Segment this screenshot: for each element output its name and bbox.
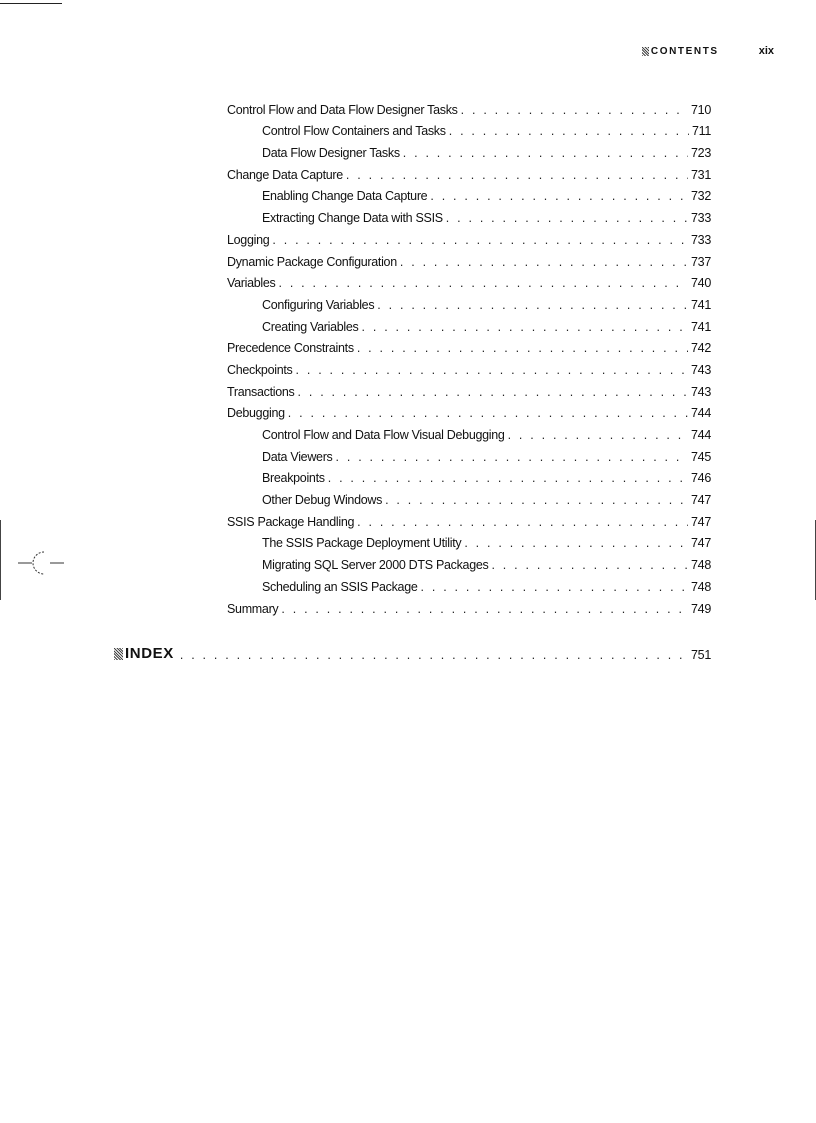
toc-entry-page: 723	[691, 146, 711, 161]
dot-leader	[278, 276, 688, 291]
toc-entry-page: 748	[691, 579, 711, 594]
dot-leader	[464, 536, 688, 551]
dot-leader	[328, 471, 688, 486]
toc-entry[interactable]	[227, 313, 711, 335]
toc-entry-title: Precedence Constraints	[227, 341, 354, 356]
dot-leader	[385, 493, 688, 508]
toc-entry-title: Control Flow Containers and Tasks	[262, 124, 446, 139]
dot-leader	[421, 580, 689, 595]
toc-entry-page: 743	[691, 362, 711, 377]
dot-leader	[336, 450, 689, 465]
toc-entry[interactable]	[227, 378, 711, 400]
toc-entry-page: 744	[691, 428, 711, 442]
toc-entry-title: Scheduling an SSIS Package	[262, 579, 418, 594]
dot-leader	[400, 255, 688, 270]
toc-entry[interactable]	[227, 118, 711, 140]
toc-entry[interactable]	[227, 248, 711, 270]
toc-entry[interactable]	[227, 421, 711, 443]
toc-entry-title: Debugging	[227, 406, 285, 421]
section-marker	[642, 47, 649, 56]
toc-entry[interactable]	[227, 595, 711, 617]
toc-entry[interactable]	[227, 183, 711, 205]
toc-entry-page: 711	[691, 124, 711, 139]
dot-leader	[357, 341, 688, 356]
toc-entry[interactable]	[227, 204, 711, 226]
running-head-section: CONTENTS	[650, 45, 719, 57]
toc-entry-title: Other Debug Windows	[262, 493, 383, 508]
toc-entry[interactable]	[227, 486, 711, 508]
toc-entry-title: Enabling Change Data Capture	[262, 189, 428, 204]
toc-entry-page: 742	[691, 341, 711, 356]
toc-entry-title: Creating Variables	[262, 319, 359, 334]
dot-leader	[281, 602, 688, 617]
toc-entry[interactable]	[227, 465, 711, 487]
dot-leader	[508, 428, 688, 443]
toc-entry-title: Change Data Capture	[227, 167, 343, 182]
toc-entry-page: 741	[691, 319, 711, 334]
toc-entry[interactable]	[227, 226, 711, 248]
dot-leader	[449, 124, 689, 139]
toc-entry[interactable]	[227, 443, 711, 465]
toc-entry-title: Data Viewers	[262, 449, 333, 464]
dot-leader	[272, 233, 688, 248]
crop-mark-top	[0, 0, 62, 4]
toc-entry-page: 731	[691, 167, 711, 182]
toc-entry-title: Summary	[227, 601, 279, 616]
dot-leader	[298, 385, 689, 400]
dot-leader	[403, 146, 688, 161]
toc-entry-page: 747	[691, 514, 711, 529]
toc-entry-page: 710	[691, 102, 711, 117]
table-of-contents	[227, 96, 711, 617]
toc-entry-page: 743	[691, 384, 711, 399]
toc-entry[interactable]	[227, 96, 711, 118]
dot-leader	[180, 648, 688, 662]
running-head	[642, 44, 774, 58]
toc-entry[interactable]	[227, 139, 711, 161]
toc-entry-title: Control Flow and Data Flow Designer Tasks	[227, 102, 458, 117]
toc-entry-title: Migrating SQL Server 2000 DTS Packages	[262, 558, 489, 573]
toc-entry-title: Checkpoints	[227, 362, 293, 377]
toc-entry-page: 747	[691, 493, 711, 508]
toc-entry-page: 745	[691, 449, 711, 464]
page-number: xix	[758, 45, 774, 57]
toc-entry-title: The SSIS Package Deployment Utility	[262, 536, 462, 551]
toc-entry[interactable]	[227, 400, 711, 422]
dot-leader	[357, 515, 688, 530]
toc-entry-title: Breakpoints	[262, 471, 325, 486]
crop-mark-left	[0, 520, 1, 600]
toc-entry-page: 733	[691, 232, 711, 247]
dot-leader	[346, 168, 688, 183]
dot-leader	[461, 103, 688, 118]
toc-entry-page: 746	[691, 471, 711, 486]
toc-entry-page: 737	[691, 254, 711, 269]
toc-entry[interactable]	[227, 291, 711, 313]
toc-entry-title: Control Flow and Data Flow Visual Debugging	[262, 428, 505, 442]
registration-mark	[18, 550, 64, 576]
toc-entry-title: SSIS Package Handling	[227, 514, 355, 529]
toc-entry-title: Transactions	[227, 384, 295, 399]
index-page: 751	[691, 648, 711, 662]
toc-entry-page: 749	[691, 601, 711, 616]
toc-entry-page: 740	[691, 276, 711, 291]
toc-entry-page: 733	[691, 211, 711, 226]
toc-entry-title: Variables	[227, 276, 276, 291]
toc-entry[interactable]	[227, 508, 711, 530]
toc-entry[interactable]	[227, 573, 711, 595]
toc-entry[interactable]	[227, 335, 711, 357]
toc-index-entry[interactable]	[114, 644, 711, 662]
toc-entry-title: Data Flow Designer Tasks	[262, 146, 400, 161]
toc-entry-title: Extracting Change Data with SSIS	[262, 211, 443, 226]
dot-leader	[430, 189, 688, 204]
toc-entry-title: Configuring Variables	[262, 297, 375, 312]
toc-entry[interactable]	[227, 530, 711, 552]
dot-leader	[377, 298, 688, 313]
toc-entry[interactable]	[227, 356, 711, 378]
section-marker	[114, 648, 123, 660]
dot-leader	[491, 558, 688, 573]
toc-entry[interactable]	[227, 161, 711, 183]
toc-entry-page: 741	[691, 297, 711, 312]
toc-entry-page: 732	[691, 189, 711, 204]
toc-entry-page: 748	[691, 558, 711, 573]
toc-entry[interactable]	[227, 551, 711, 573]
index-label: INDEX	[125, 645, 174, 662]
toc-entry-page: 744	[691, 406, 711, 421]
dot-leader	[296, 363, 689, 378]
toc-entry[interactable]	[227, 270, 711, 292]
toc-entry-page: 747	[691, 536, 711, 551]
dot-leader	[446, 211, 688, 226]
dot-leader	[288, 406, 688, 421]
toc-entry-title: Logging	[227, 232, 270, 247]
dot-leader	[362, 320, 689, 335]
toc-entry-title: Dynamic Package Configuration	[227, 254, 397, 269]
